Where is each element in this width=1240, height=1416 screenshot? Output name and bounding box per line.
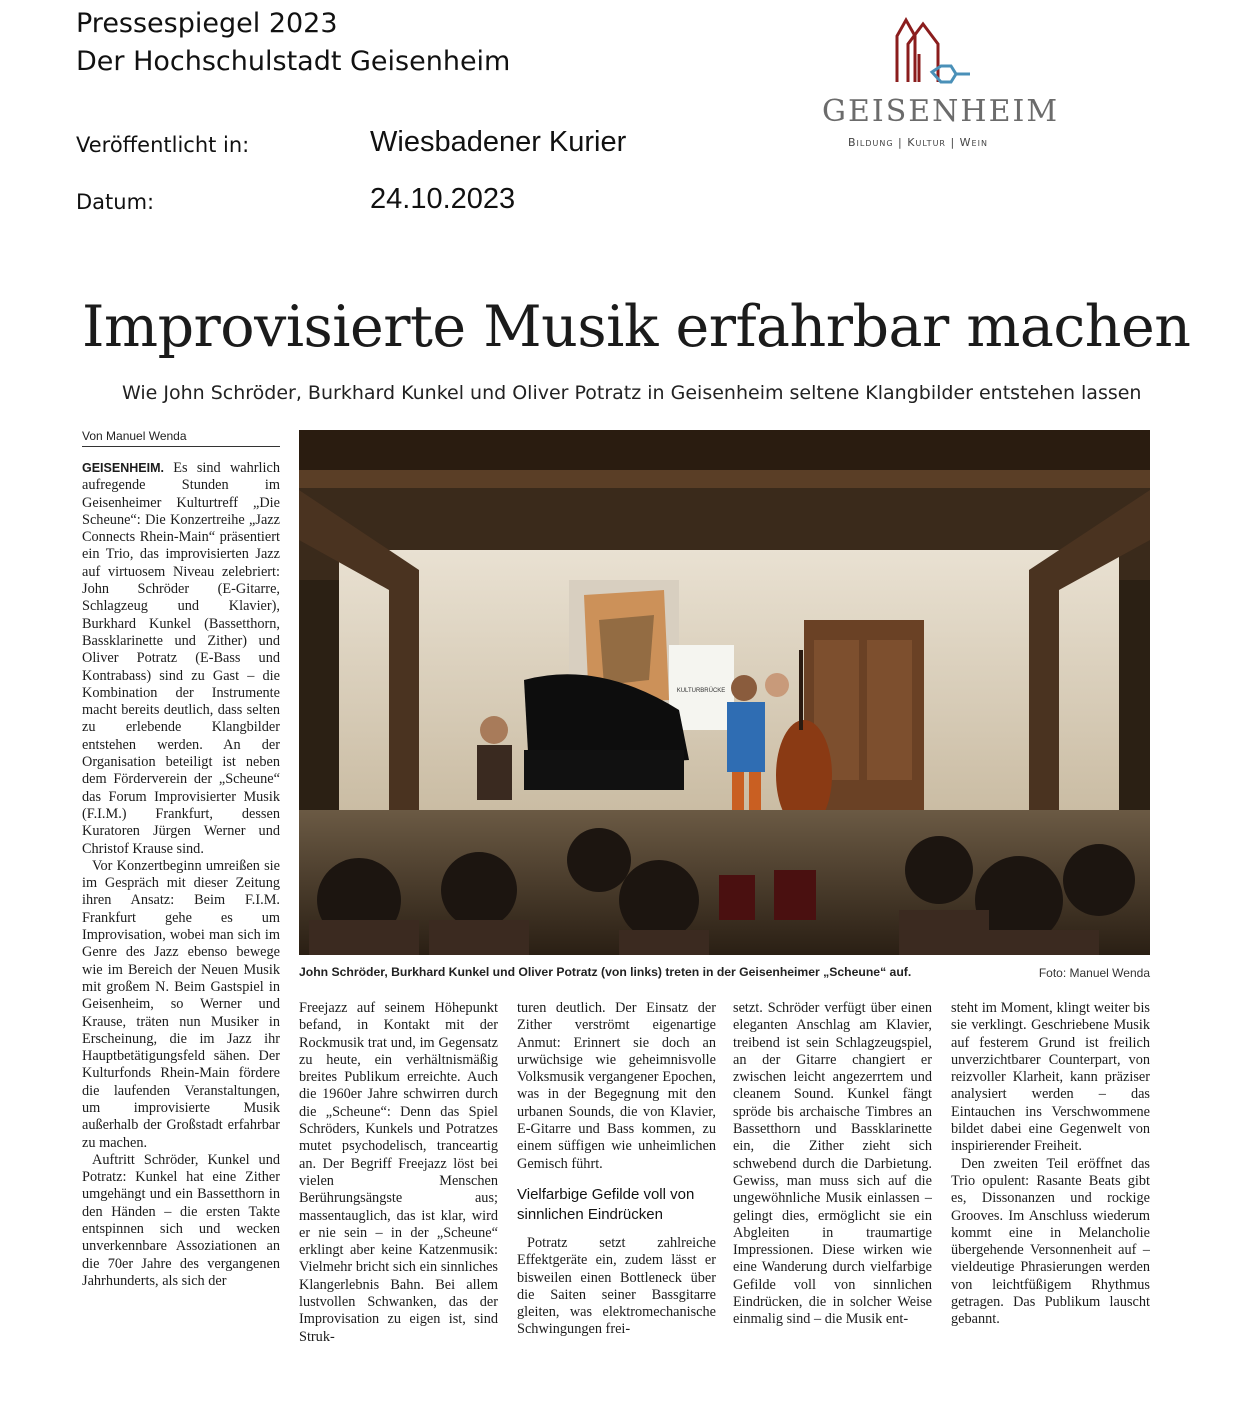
paragraph — [82, 460, 280, 858]
article-column-4 — [733, 1000, 932, 1365]
concert-photo-illustration — [299, 430, 1150, 955]
article-subheadline: Wie John Schröder, Burkhard Kunkel und Oliver Potratz in Geisenheim seltene Klangbilder entstehen lassen — [122, 382, 1142, 404]
article-headline: Improvisierte Musik erfahrbar machen — [82, 294, 1191, 360]
paragraph: Den zweiten Teil eröffnet das Trio opulent: Rasante Beats gibt es, Dissonanzen und rockige Grooves. Im Anschluss wiederum kommt eine in Melancholie übergehende Versonnenheit auf – vieldeutige Phrasierungen werden von leichtfüßigem Rhythmus getragen. Das Publikum lauscht gebannt. — [951, 1155, 1150, 1328]
article-column-3 — [517, 1000, 716, 1365]
paragraph: Freejazz auf seinem Höhepunkt befand, in Kontakt mit der Rockmusik trat und, im Gegensatz zu heute, ein verhältnismäßig breites Publikum erreichte. Auch die 1960er Jahre schwirren durch die „Scheune“: Denn das Spiel Schröders, Kunkels und Potratzes mutet psychodelisch, tranceartig an. Der Begriff Freejazz löst bei vielen Menschen Berührungsängste aus; massentauglich, das ist klar, wird er nie sein – in der „Scheune“ erklingt aber keine Katzenmusik: Vielmehr bricht sich ein sinnliches Klangerlebnis Bahn. Bei allem lustvollen Schwanken, das der Improvisation zu eigen ist, sind Struk- — [299, 1000, 498, 1345]
report-subtitle: Der Hochschulstadt Geisenheim — [76, 46, 511, 77]
paragraph: steht im Moment, klingt weiter bis sie verklingt. Geschriebene Musik auf festerem Grund ist freilich unverzichtbarer Counterpart, von reizvoller Klarheit, kann präziser analysiert werden – das Eintauchen ins Verschwommene bildet dabei eine Gegenwelt von inspirierender Freiheit. — [951, 1000, 1150, 1155]
concert-photo — [299, 430, 1150, 955]
paragraph: Potratz setzt zahlreiche Effektgeräte ein, zudem lässt er bisweilen einen Bottleneck über die Saiten seiner Bassgitarre gleiten, was elektromechanische Schwingungen frei- — [517, 1234, 716, 1338]
paragraph: turen deutlich. Der Einsatz der Zither verströmt eigenartige Anmut: Erinnert sie doch an urwüchsige wie geheimnisvolle Volksmusik vergangener Epochen, was in der Begegnung mit den urbanen Sounds, die von Klavier, E-Gitarre und Bass kommen, zu einem süffigen wie unheimlichen Gemisch führt. — [517, 1000, 716, 1172]
banner-text: KULTURBRÜCKE — [676, 688, 726, 694]
paragraph: Auftritt Schröder, Kunkel und Potratz: Kunkel hat eine Zither umgehängt und ein Bassetthorn in den Händen – die ersten Takte entspinnen sich und wecken unverkennbare Assoziationen an die 70er Jahre des vergangenen Jahrhunderts, als sich der — [82, 1151, 280, 1289]
geisenheim-logo — [820, 14, 1040, 154]
paragraph-text: Es sind wahrlich aufregende Stunden im Geisenheimer Kulturtreff „Die Scheune“: Die Konzertreihe „Jazz Connects Rhein-Main“ präsentiert ein Trio, das improvisierten Jazz auf virtuosem Niveau zelebriert: John Schröder (E-Gitarre, Schlagzeug und Klavier), Burkhard Kunkel (Bassetthorn, Bassklarinette und Zither) und Oliver Potratz (E-Bass und Kontrabass) sind zu Gast – die Kombination der Instrumente macht bereits deutlich, dass selten zu erlebende Klangbilder entstehen werden. An der Organisation beteiligt ist neben dem Förderverein der „Scheune“ das Forum Improvisierter Musik (F.I.M.) Frankfurt, dessen Kuratoren Jürgen Werner und Christof Krause sind. — [82, 460, 280, 857]
paragraph: setzt. Schröder verfügt über einen eleganten Anschlag am Klavier, treibend ist sein Schlagzeugspiel, an der Gitarre changiert er zwischen leicht angezerrtem und cleanem Sound. Kunkel fängt spröde bis archaische Timbres an Bassetthorn und Bassklarinette ein, die Zither zieht sich schwebend durch die Darbietung. Gewiss, man muss sich auf die ungewöhnliche Musik einlassen – gelingt dies, ermöglicht sie ein Abgleiten in traumartige Impressionen. Diese wirken wie eine Wanderung durch vielfarbige Gefilde voll von sinnlichen Eindrücken, die in solcher Weise einmalig sind – die Musik ent- — [733, 1000, 932, 1328]
logo-tagline: Bildung | Kultur | Wein — [848, 136, 988, 149]
published-label: Veröffentlicht in: — [76, 133, 250, 157]
report-title: Pressespiegel 2023 — [76, 8, 338, 39]
photo-credit: Foto: Manuel Wenda — [1038, 966, 1150, 980]
published-value: Wiesbadener Kurier — [370, 126, 627, 158]
photo-caption: John Schröder, Burkhard Kunkel und Oliver Potratz (von links) treten in der Geisenheimer „Scheune“ auf. — [299, 965, 912, 979]
paragraph: Vor Konzertbeginn umreißen sie im Gespräch mit dieser Zeitung ihren Ansatz: Beim F.I.M. Frankfurt gehe es um Improvisation, wobei man sich im Genre des Jazz ebenso bewege wie im Bereich der Neuen Musik mit großem N. Beim Gastspiel in Geisenheim, so Werner und Krause, träten nun Musiker in Erscheinung, die im Jazz ihr Hauptbetätigungsfeld sähen. Der Kulturfonds Rhein-Main fördere die laufenden Veranstaltungen, um improvisierte Musik außerhalb der Großstadt erfahrbar zu machen. — [82, 857, 280, 1151]
article-byline: Von Manuel Wenda — [82, 429, 280, 447]
article-column-1 — [82, 460, 280, 1365]
dateline: GEISENHEIM. — [82, 461, 164, 475]
article-column-2 — [299, 1000, 498, 1365]
article-column-5 — [951, 1000, 1150, 1365]
date-label: Datum: — [76, 190, 155, 214]
logo-wordmark: GEISENHEIM — [822, 94, 1060, 129]
date-value: 24.10.2023 — [370, 183, 516, 215]
section-subheading: Vielfarbige Gefilde voll von sinnlichen Eindrücken — [517, 1185, 695, 1223]
